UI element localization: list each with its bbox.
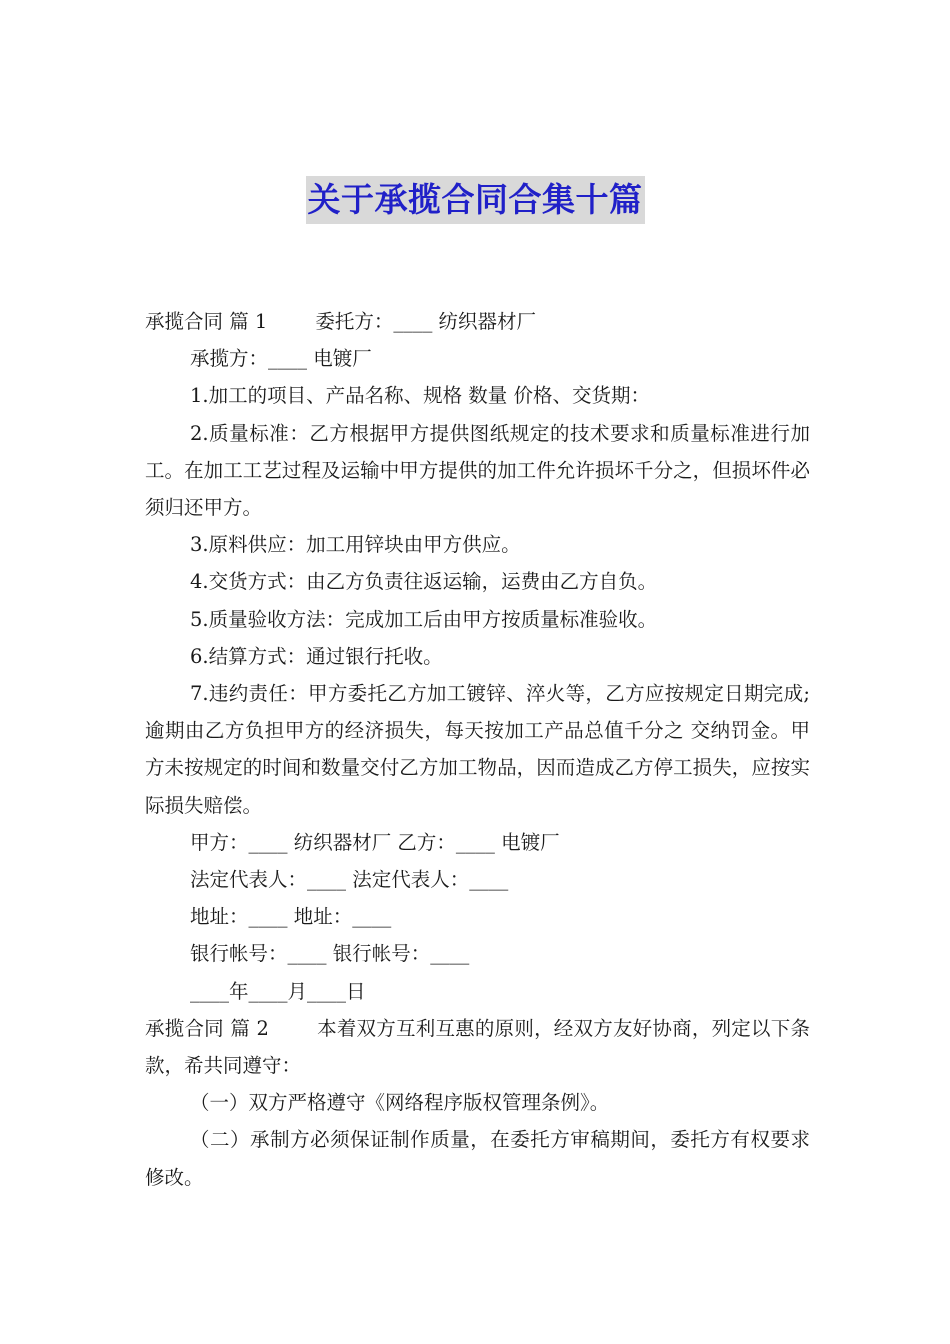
section1-item4: 4.交货方式：由乙方负责往返运输，运费由乙方自负。 (190, 570, 658, 594)
section2-clause1: （一）双方严格遵守《网络程序版权管理条例》。 (190, 1091, 610, 1115)
section1-rep-line: 法定代表人：____ 法定代表人：____ (190, 868, 509, 892)
section1-date-line: ____年____月____日 (190, 979, 366, 1003)
section1-party-line: 甲方：____ 纺织器材厂 乙方：____ 电镀厂 (190, 830, 560, 854)
section1-contractor: 承揽方：____ 电镀厂 (190, 347, 372, 371)
document-title: 关于承揽合同合集十篇 (306, 176, 645, 224)
section2-heading-para (145, 1010, 810, 1084)
section1-item5: 5.质量验收方法：完成加工后由甲方按质量标准验收。 (190, 607, 658, 631)
section1-client: 委托方：____ 纺织器材厂 (315, 310, 537, 333)
section1-heading-line (145, 303, 810, 340)
title-container (0, 176, 950, 224)
section1-addr-line: 地址：____ 地址：____ (190, 905, 392, 929)
section2-heading: 承揽合同 篇 2 (145, 1016, 269, 1040)
document-body (145, 303, 810, 1196)
section1-item1: 1.加工的项目、产品名称、规格 数量 价格、交货期： (190, 384, 651, 408)
section1-item3: 3.原料供应：加工用锌块由甲方供应。 (190, 533, 521, 557)
section1-item2: 2.质量标准：乙方根据甲方提供图纸规定的技术要求和质量标准进行加工。在加工工艺过程及运输中甲方提供的加工件允许损坏千分之，但损坏件必须归还甲方。 (145, 421, 810, 520)
section1-bank-line: 银行帐号：____ 银行帐号：____ (190, 942, 470, 966)
section1-item7: 7.违约责任：甲方委托乙方加工镀锌、淬火等，乙方应按规定日期完成;逾期由乙方负担甲方的经济损失，每天按加工产品总值千分之 交纳罚金。甲方未按规定的时间和数量交付乙方加工物品，因而造成乙方停工损失，应按实际损失赔偿。 (145, 682, 810, 817)
section1-heading: 承揽合同 篇 1 (145, 310, 268, 333)
section2-intro: 本着双方互利互惠的原则，经双方友好协商，列定以下条款，希共同遵守： (145, 1016, 810, 1078)
section1-item6: 6.结算方式：通过银行托收。 (190, 644, 443, 668)
section2-clause2: （二）承制方必须保证制作质量，在委托方审稿期间，委托方有权要求修改。 (145, 1128, 810, 1189)
